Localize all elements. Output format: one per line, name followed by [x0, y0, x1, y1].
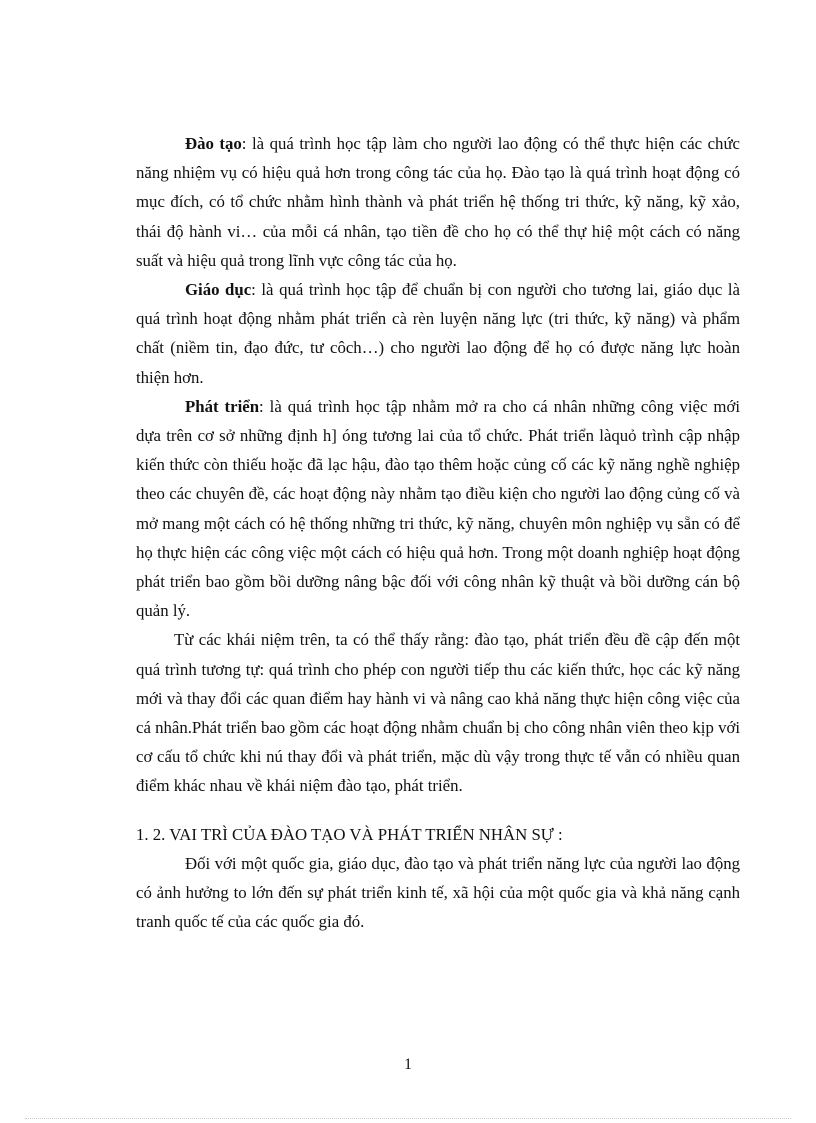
term-phat-trien: Phát triển	[185, 396, 260, 416]
definition-giao-duc-text: : là quá trình học tập để chuẩn bị con người cho tương lai, giáo dục là quá trình hoạt động nhằm phát triển cà rèn luyện năng lực (tri thức, kỹ năng) và phẩm chất (niềm tin, đạo đức, tư côch…) cho người lao động để họ có được năng lực hoàn thiện hơn.	[136, 280, 740, 387]
document-body	[136, 129, 740, 936]
conclusion-paragraph: Từ các khái niệm trên, ta có thể thấy rằng: đào tạo, phát triển đều đề cập đến một quá trình tương tự: quá trình cho phép con người tiếp thu các kiến thức, học các kỹ năng mới và thay đổi các quan điểm hay hành vi và nâng cao khả năng thực hiện công việc của cá nhân.Phát triển bao gồm các hoạt động nhằm chuẩn bị cho công nhân viên theo kịp với cơ cấu tổ chức khi nú thay đổi và phát triển, mặc dù vậy trong thực tế vẫn có nhiều quan điểm khác nhau về khái niệm đào tạo, phát triển.	[136, 630, 740, 796]
section-heading: 1. 2. VAI TRÌ CỦA ĐÀO TẠO VÀ PHÁT TRIỂN NHÂN SỰ :	[136, 824, 563, 844]
definition-dao-tao	[136, 129, 740, 275]
footer-divider	[25, 1118, 791, 1119]
term-dao-tao: Đào tạo	[185, 134, 242, 153]
definition-giao-duc	[136, 275, 740, 392]
definition-dao-tao-text: : là quá trình học tập làm cho người lao động có thể thực hiện các chức năng nhiệm vụ có hiệu quả hơn trong công tác của họ. Đào tạo là quá trình hoạt động có mục đích, có tổ chức nhằm hình thành và phát triển hệ thống tri thức, kỹ năng, kỹ xảo, thái độ hành vi… của mỗi cá nhân, tạo tiền đề cho họ có thể thự hiệ một cách có năng suất và hiệu quả trong lĩnh vực công tác của họ.	[136, 134, 740, 270]
page-number: 1	[404, 1056, 412, 1073]
term-giao-duc: Giáo dục	[185, 280, 252, 300]
definition-phat-trien	[136, 392, 740, 626]
section-paragraph: Đối với một quốc gia, giáo dục, đào tạo và phát triển năng lực của người lao động có ảnh hưởng to lớn đến sự phát triển kinh tế, xã hội của một quốc gia và khả năng cạnh tranh quốc tế của các quốc gia đó.	[136, 853, 740, 932]
section-spacer	[136, 801, 740, 820]
definition-phat-trien-text: : là quá trình học tập nhằm mở ra cho cá nhân những công việc mới dựa trên cơ sở những định h] óng tương lai của tổ chức. Phát triển làquỏ trình cập nhập kiến thức còn thiếu hoặc đã lạc hậu, đào tạo thêm hoặc củng cố các kỹ năng nghề nghiệp theo các chuyên đề, các hoạt động này nhằm tạo điều kiện cho người lao động củng cố và mở mang một cách có hệ thống những tri thức, kỹ năng, chuyên môn nghiệp vụ sẵn có để họ thực hiện các công việc một cách có hiệu quả hơn. Trong một doanh nghiệp hoạt động phát triển bao gồm bồi dưỡng nâng bậc đối với công nhân kỹ thuật và bồi dưỡng cán bộ quản lý.	[136, 396, 740, 621]
